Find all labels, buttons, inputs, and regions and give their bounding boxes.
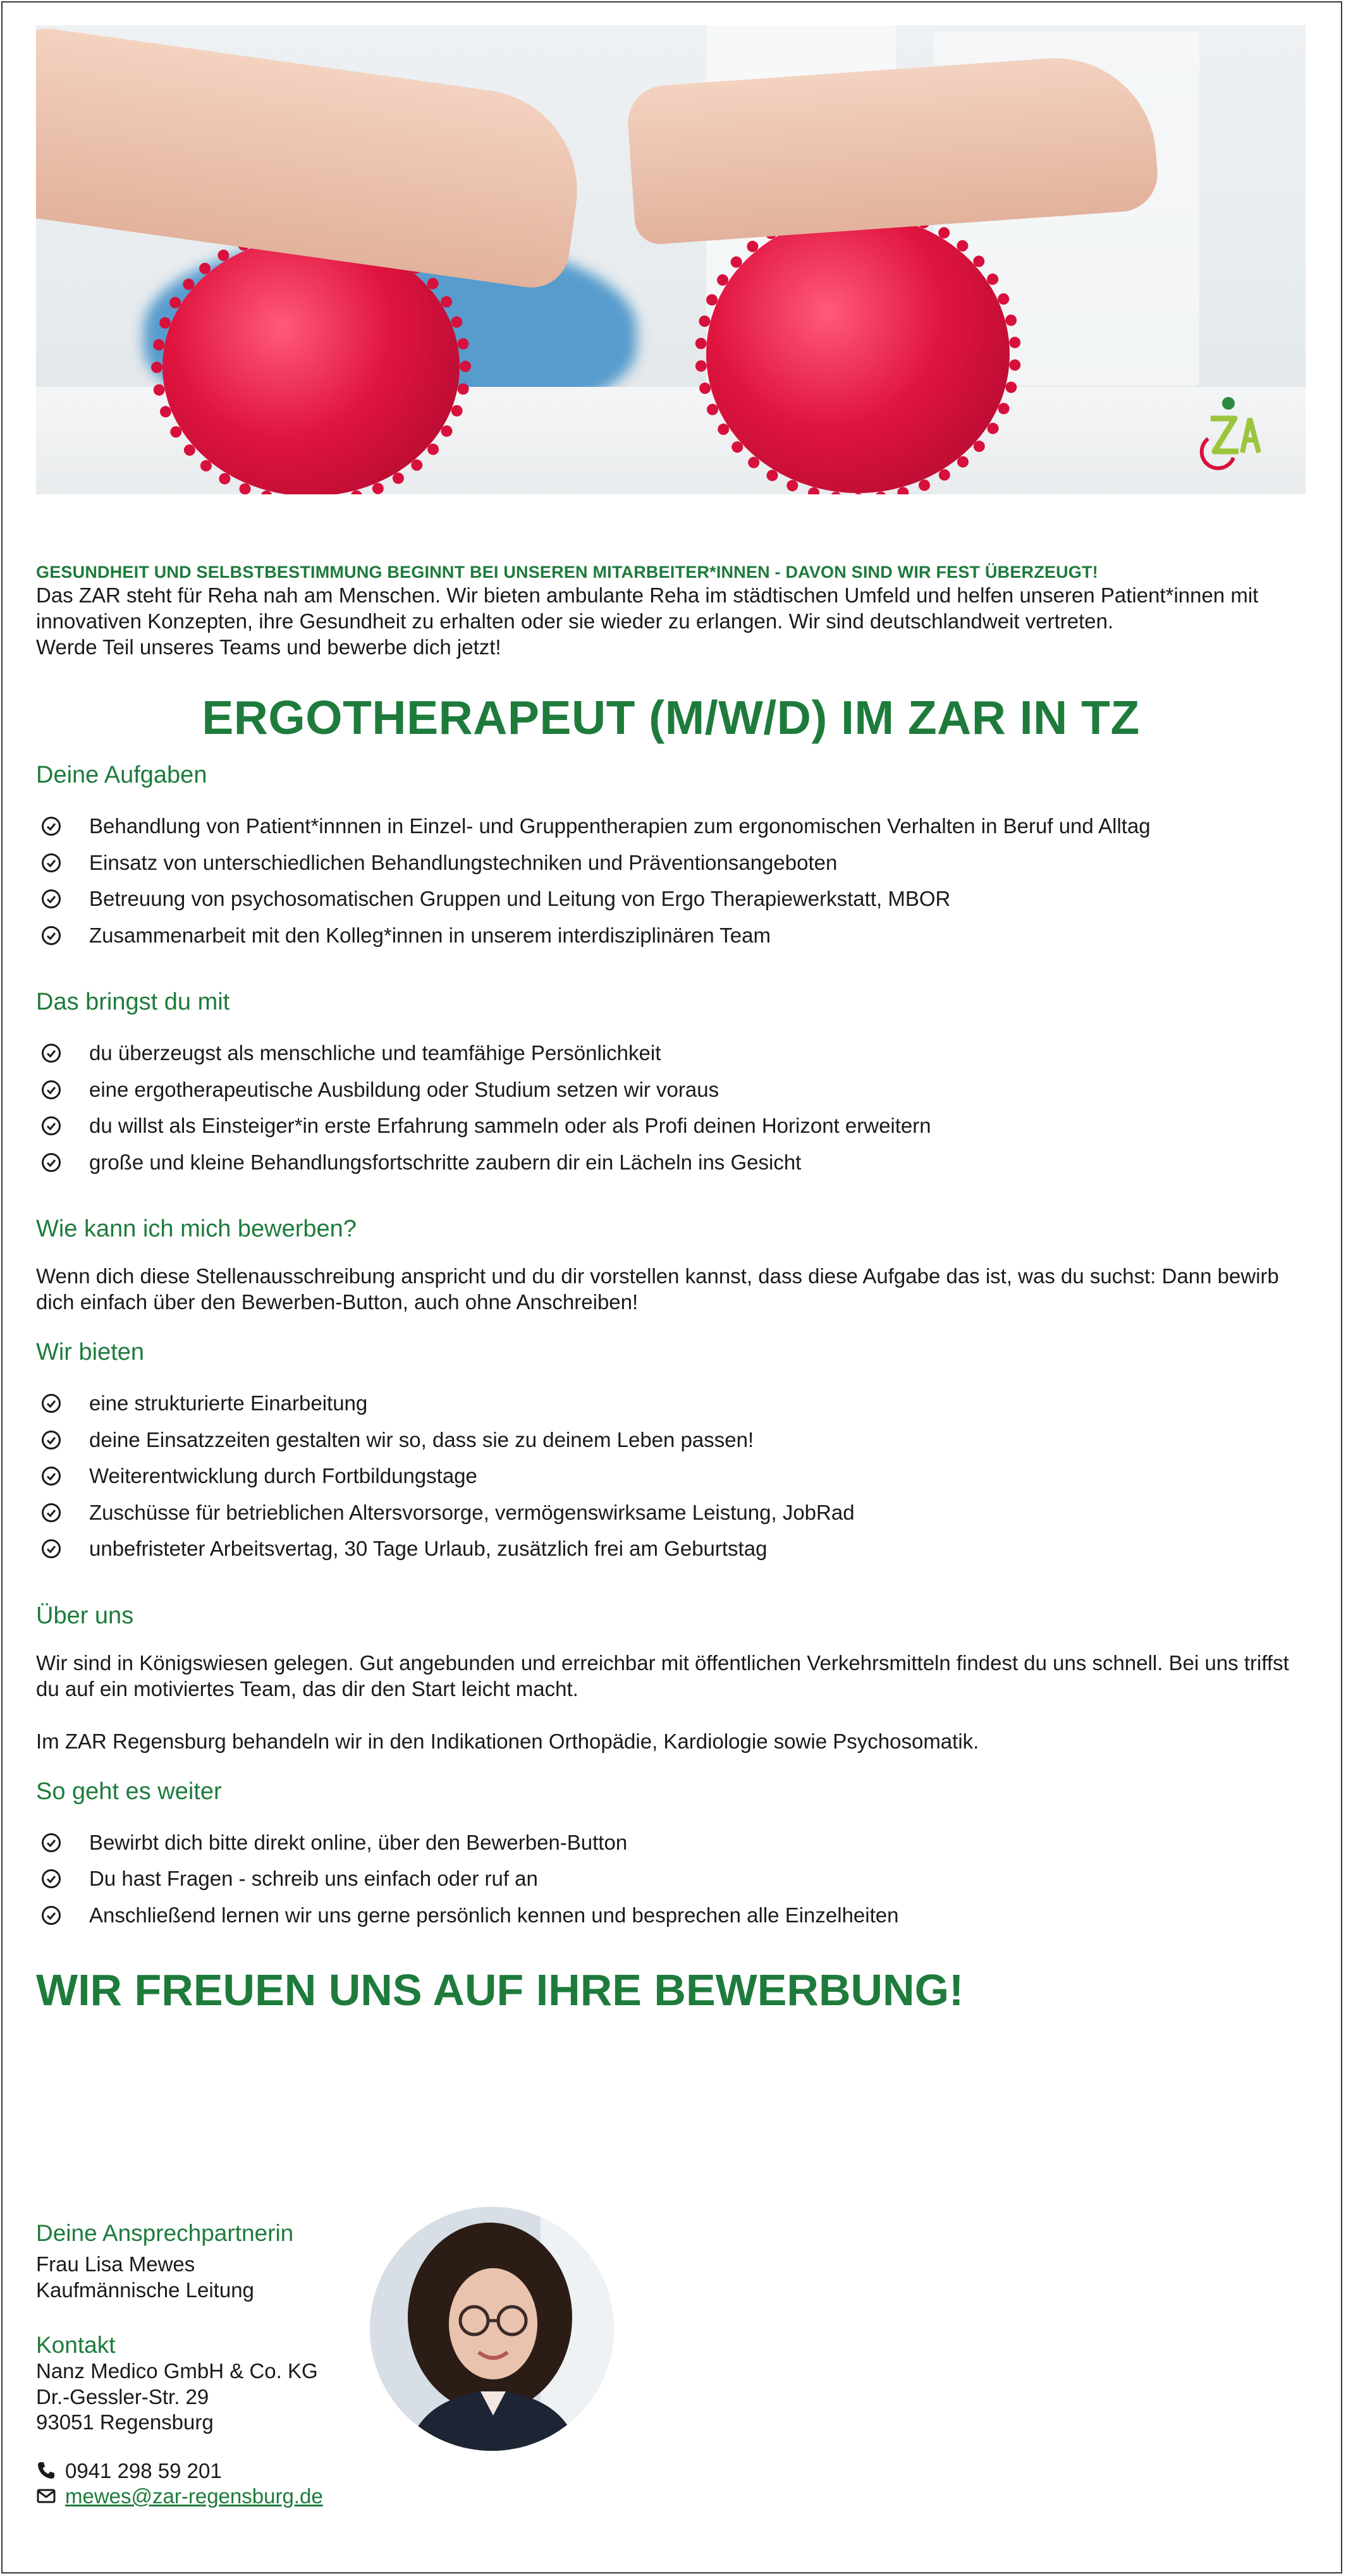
check-circle-icon: [41, 1043, 61, 1063]
list-item-text: Behandlung von Patient*innnen in Einzel- und Gruppentherapien zum ergonomischen Verhalten in Beruf und Alltag: [89, 814, 1151, 838]
list-item-text: Einsatz von unterschiedlichen Behandlungstechniken und Präventionsangeboten: [89, 850, 838, 874]
avatar: [370, 2207, 614, 2451]
contact-phone: 0941 298 59 201: [65, 2458, 222, 2482]
list-item: [36, 1108, 1306, 1144]
check-circle-icon: [41, 816, 61, 836]
contact-city: 93051 Regensburg: [36, 2410, 214, 2434]
list-item-text: Zuschüsse für betrieblichen Altersvorsorge, vermögenswirksame Leistung, JobRad: [89, 1500, 855, 1524]
list-item-text: du willst als Einsteiger*in erste Erfahrung sammeln oder als Profi deinen Horizont erweitern: [89, 1114, 931, 1137]
contact-person-label: Deine Ansprechpartnerin: [36, 2220, 294, 2246]
check-circle-icon: [41, 1393, 61, 1413]
list-item: [36, 1422, 1306, 1458]
list-item: [36, 917, 1306, 954]
intro-headline: GESUNDHEIT UND SELBSTBESTIMMUNG BEGINNT BEI UNSEREN MITARBEITER*INNEN - DAVON SIND WIR FEST ÜBERZEUGT!: [36, 563, 1098, 582]
check-circle-icon: [41, 1152, 61, 1173]
contact-email-row: [36, 2484, 323, 2510]
contact-company: Nanz Medico GmbH & Co. KG: [36, 2359, 318, 2383]
list-item: [36, 1385, 1306, 1422]
contact-person-role: Kaufmännische Leitung: [36, 2278, 254, 2302]
list-item: [36, 1035, 1306, 1071]
left-hand: [36, 25, 590, 293]
contact-person-block: [36, 2220, 323, 2510]
check-circle-icon: [41, 1869, 61, 1889]
list-item: [36, 1860, 1306, 1897]
requirements-list: [36, 1035, 1306, 1180]
section-heading-apply: Wie kann ich mich bewerben?: [36, 1216, 357, 1242]
list-item: [36, 808, 1306, 845]
list-item-text: Anschließend lernen wir uns gerne persönlich kennen und besprechen alle Einzelheiten: [89, 1903, 899, 1927]
check-circle-icon: [41, 1466, 61, 1486]
list-item-text: große und kleine Behandlungsfortschritte zaubern dir ein Lächeln ins Gesicht: [89, 1150, 802, 1174]
list-item-text: Zusammenarbeit mit den Kolleg*innen in unserem interdisziplinären Team: [89, 923, 771, 947]
contact-label: Kontakt: [36, 2332, 116, 2358]
massage-ball-right: [706, 215, 1010, 493]
intro-call: Werde Teil unseres Teams und bewerbe dich jetzt!: [36, 635, 501, 659]
list-item-text: Betreuung von psychosomatischen Gruppen und Leitung von Ergo Therapiewerkstatt, MBOR: [89, 887, 951, 910]
list-item-text: Weiterentwicklung durch Fortbildungstage: [89, 1464, 477, 1487]
contact-person-photo: [370, 2207, 614, 2451]
job-ad: [36, 25, 1306, 2015]
list-item: [36, 1458, 1306, 1494]
list-item-text: eine strukturierte Einarbeitung: [89, 1391, 368, 1415]
tasks-list: [36, 808, 1306, 953]
check-circle-icon: [41, 889, 61, 909]
job-title: ERGOTHERAPEUT (M/W/D) IM ZAR IN TZ: [202, 691, 1140, 744]
check-circle-icon: [41, 1539, 61, 1559]
check-circle-icon: [41, 1116, 61, 1136]
check-circle-icon: [41, 1080, 61, 1100]
contact-phone-row: [36, 2458, 323, 2484]
intro-paragraph: Das ZAR steht für Reha nah am Menschen. Wir bieten ambulante Reha im städtischen Umfeld und helfen unseren Patient*innen mit innovativen Konzepten, ihre Gesundheit zu erhalten oder sie wieder zu erlangen. Wir sind deutschlandweit vertreten.: [36, 583, 1259, 633]
list-item: [36, 1530, 1306, 1567]
check-circle-icon: [41, 1503, 61, 1523]
about-text-2: Im ZAR Regensburg behandeln wir in den Indikationen Orthopädie, Kardiologie sowie Psychosomatik.: [36, 1729, 979, 1753]
closing-headline: WIR FREUEN UNS AUF IHRE BEWERBUNG!: [36, 1965, 964, 2015]
list-item: [36, 1824, 1306, 1861]
list-item-text: unbefristeter Arbeitsvertag, 30 Tage Urlaub, zusätzlich frei am Geburtstag: [89, 1537, 768, 1560]
check-circle-icon: [41, 1430, 61, 1450]
next-steps-list: [36, 1824, 1306, 1934]
section-heading-offer: Wir bieten: [36, 1339, 145, 1365]
list-item: [36, 1144, 1306, 1181]
list-item: [36, 1494, 1306, 1531]
section-heading-requirements: Das bringst du mit: [36, 989, 230, 1015]
list-item: [36, 845, 1306, 881]
list-item: [36, 1071, 1306, 1108]
section-heading-about: Über uns: [36, 1602, 134, 1629]
contact-street: Dr.-Gessler-Str. 29: [36, 2384, 209, 2408]
hero-image: [36, 25, 1306, 494]
zar-logo: [1197, 394, 1266, 470]
list-item-text: du überzeugst als menschliche und teamfähige Persönlichkeit: [89, 1041, 661, 1065]
apply-text: Wenn dich diese Stellenausschreibung anspricht und du dir vorstellen kannst, dass diese Aufgabe das ist, was du suchst: Dann bewirb dich einfach über den Bewerben-Button, auch ohne Anschreiben!: [36, 1264, 1279, 1314]
about-text-1: Wir sind in Königswiesen gelegen. Gut angebunden und erreichbar mit öffentlichen Verkehrsmitteln findest du uns schnell. Bei uns triffst du auf ein motiviertes Team, das dir den Start leicht macht.: [36, 1651, 1289, 1700]
check-circle-icon: [41, 853, 61, 873]
massage-ball-left: [162, 237, 460, 494]
list-item-text: Bewirbt dich bitte direkt online, über den Bewerben-Button: [89, 1830, 628, 1854]
contact-email-link[interactable]: mewes@zar-regensburg.de: [65, 2484, 323, 2508]
offer-list: [36, 1385, 1306, 1567]
list-item-text: Du hast Fragen - schreib uns einfach oder ruf an: [89, 1867, 538, 1890]
check-circle-icon: [41, 1833, 61, 1853]
list-item-text: deine Einsatzzeiten gestalten wir so, dass sie zu deinem Leben passen!: [89, 1427, 754, 1451]
check-circle-icon: [41, 1905, 61, 1926]
list-item: [36, 1897, 1306, 1934]
contact-person-name: Frau Lisa Mewes: [36, 2252, 195, 2276]
section-heading-tasks: Deine Aufgaben: [36, 762, 207, 788]
phone-icon: [36, 2460, 56, 2481]
list-item: [36, 881, 1306, 917]
section-heading-next: So geht es weiter: [36, 1778, 222, 1805]
check-circle-icon: [41, 925, 61, 946]
list-item-text: eine ergotherapeutische Ausbildung oder Studium setzen wir voraus: [89, 1077, 719, 1101]
mail-icon: [36, 2486, 56, 2506]
